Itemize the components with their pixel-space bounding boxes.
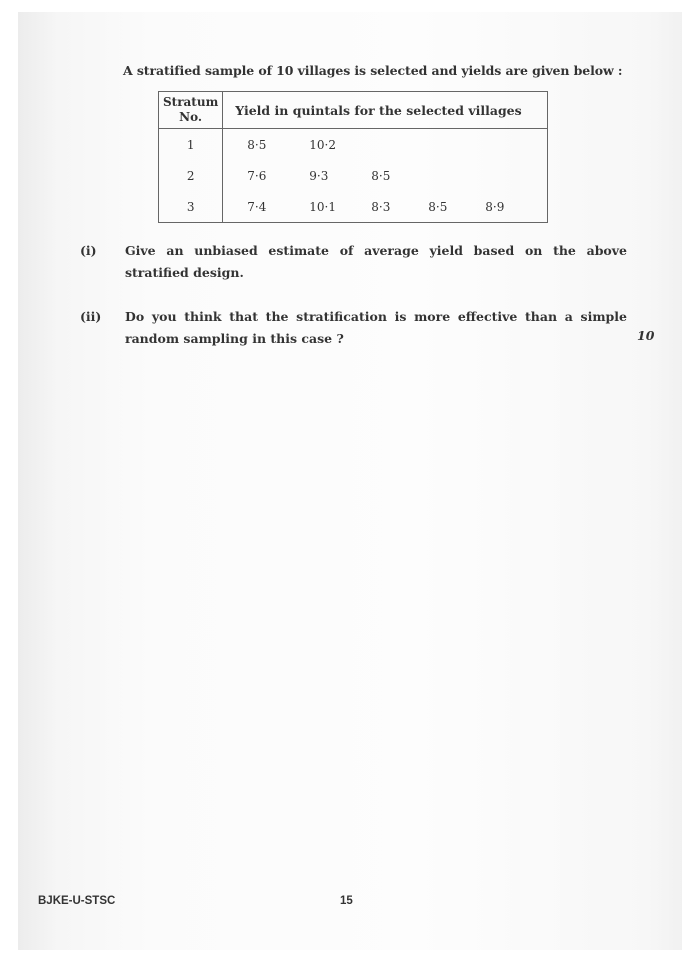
stratum-cell: 1 (159, 129, 223, 161)
table-row (159, 160, 548, 191)
yield-value: 10·1 (309, 199, 336, 214)
yields-cell (223, 160, 548, 191)
yield-value: 7·4 (247, 199, 267, 214)
table-header-row (159, 92, 548, 129)
yield-value: 10·2 (309, 137, 336, 152)
yield-value: 7·6 (247, 168, 267, 183)
question-text: Give an unbiased estimate of average yield based on the above stratified design. (125, 243, 627, 280)
question-number: (ii) (80, 309, 102, 324)
footer-paper-code: BJKE-U-STSC (38, 895, 116, 907)
table-row (159, 191, 548, 223)
yield-table (158, 91, 548, 223)
yield-value: 8·5 (428, 199, 448, 214)
stratum-cell: 2 (159, 160, 223, 191)
yields-cell (223, 129, 548, 161)
yield-value: 8·5 (371, 168, 391, 183)
yield-value: 8·5 (247, 137, 267, 152)
yield-value: 8·3 (371, 199, 391, 214)
yield-value: 9·3 (309, 168, 329, 183)
header-stratum: Stratum No. (159, 92, 223, 129)
yield-value: 8·9 (485, 199, 505, 214)
yields-cell (223, 191, 548, 223)
footer-page-number: 15 (340, 895, 353, 907)
table-row (159, 129, 548, 161)
header-yield: Yield in quintals for the selected villages (223, 92, 548, 129)
marks-label: 10 (637, 328, 655, 343)
intro-text: A stratified sample of 10 villages is selected and yields are given below : (123, 63, 623, 78)
question-text: Do you think that the stratification is more effective than a simple random sampling in this case ? (125, 309, 627, 346)
question-number: (i) (80, 243, 97, 258)
stratum-cell: 3 (159, 191, 223, 223)
